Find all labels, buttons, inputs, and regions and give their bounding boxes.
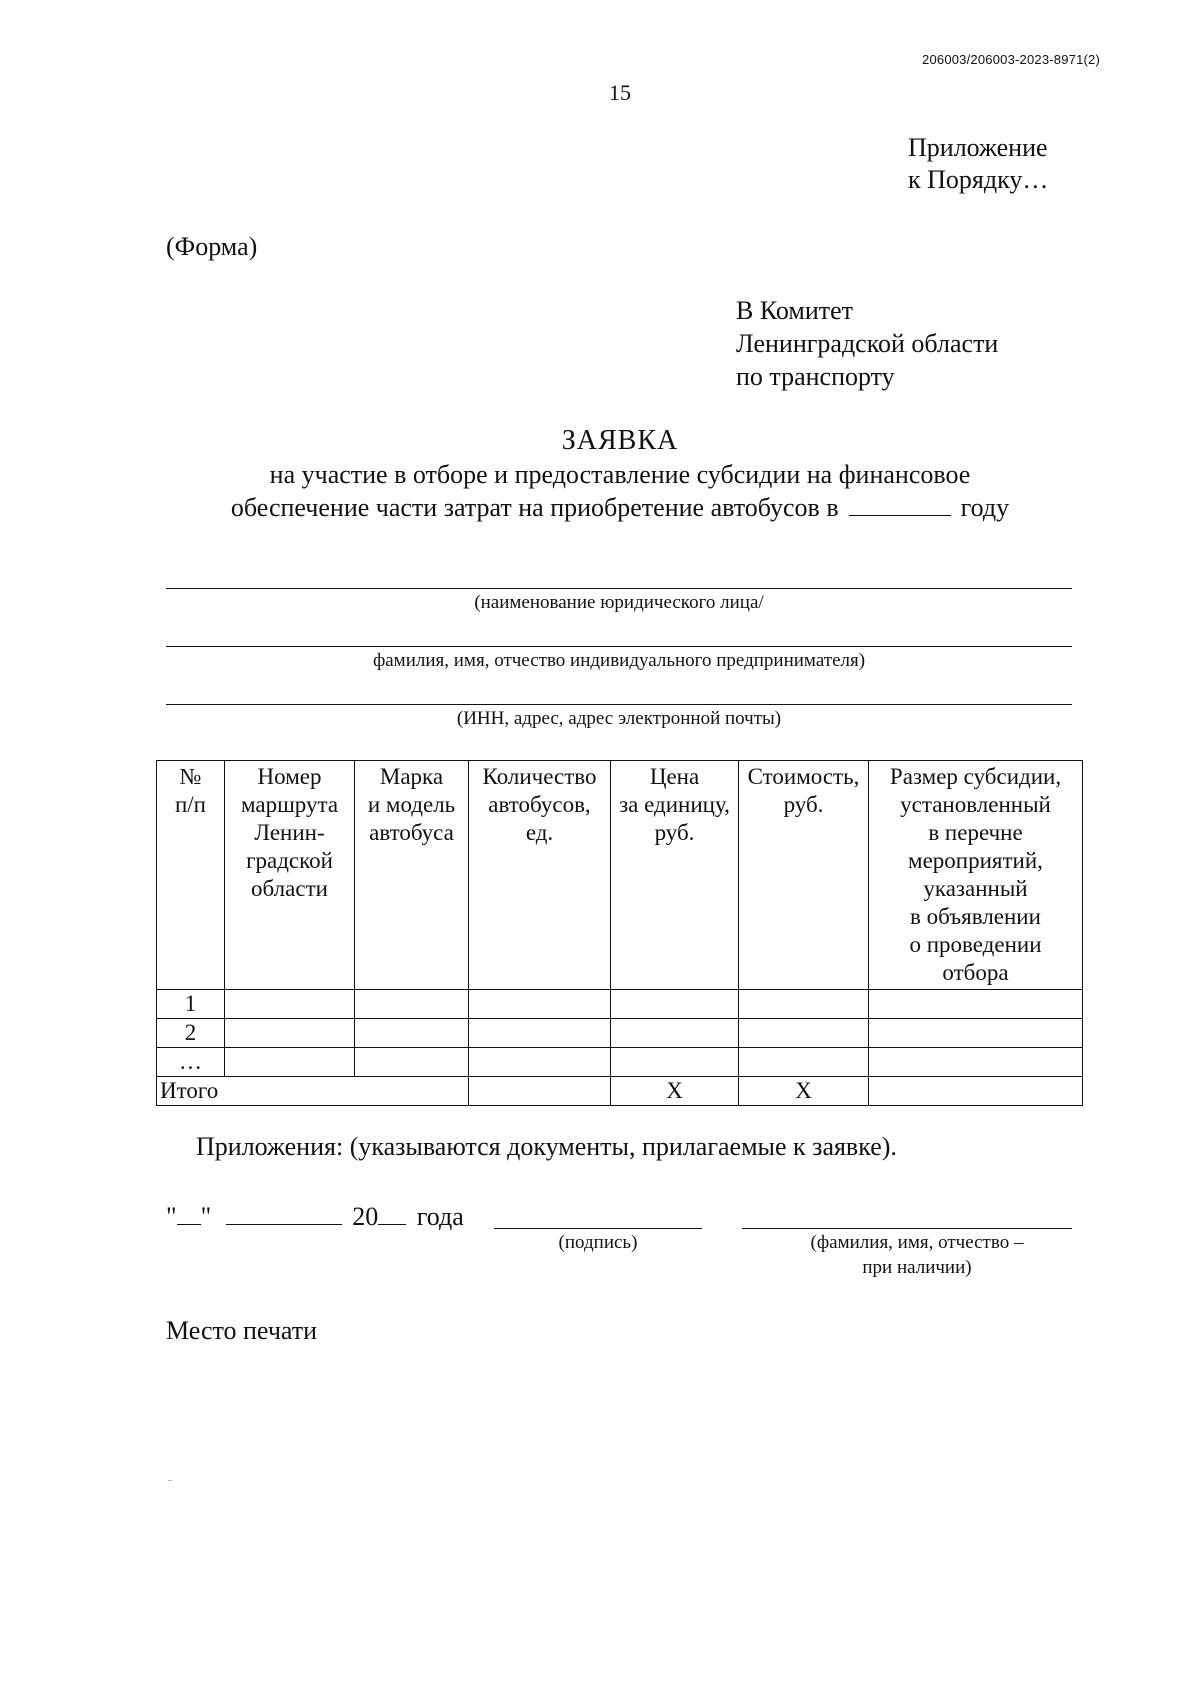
year-suffix-blank-field[interactable] [378,1198,406,1225]
addressee-line-2: Ленинградской области [736,329,999,358]
applicant-fio-caption: фамилия, имя, отчество индивидуального предпринимателя) [372,650,866,671]
addressee-block [736,294,998,393]
row-number: 1 [157,990,225,1019]
year-word: года [416,1202,464,1231]
header-cost: Стоимость, руб. [739,761,869,990]
cell-cost[interactable] [739,990,869,1019]
cell-quantity[interactable] [469,1048,611,1077]
applicant-name-line[interactable] [166,588,1072,589]
name-caption [762,1230,1072,1280]
cell-model[interactable] [355,1019,469,1048]
title-subtitle-line-2 [120,491,1120,524]
cell-route[interactable] [225,990,355,1019]
bus-purchase-table [156,760,1083,1106]
header-route: Номер маршрута Ленин- градской области [225,761,355,990]
cell-route[interactable] [225,1019,355,1048]
header-unit-price: Цена за единицу, руб. [611,761,739,990]
cell-quantity[interactable] [469,1019,611,1048]
scan-mark [168,1480,172,1481]
table-row [157,990,1083,1019]
signature-line[interactable] [494,1228,702,1229]
applicant-fio-line[interactable] [166,646,1072,647]
header-subsidy: Размер субсидии, установленный в перечне мероприятий, указанный в объявлении о проведении отбора [869,761,1083,990]
title-subtitle-before-blank: обеспечение части затрат на приобретение автобусов в [230,493,839,522]
row-number: … [157,1048,225,1077]
date-quote-open: " [166,1202,177,1231]
stamp-place-label: Место печати [166,1316,318,1345]
year-blank-field[interactable] [849,491,951,516]
addressee-line-1: В Комитет [736,296,854,325]
cell-subsidy[interactable] [869,1048,1083,1077]
table-header-row [157,761,1083,990]
title-subtitle-after-blank: году [960,493,1010,522]
cell-unit-price[interactable] [611,990,739,1019]
total-price-x: Х [611,1077,739,1106]
year-prefix: 20 [352,1202,379,1231]
header-number: № п/п [157,761,225,990]
day-blank-field[interactable] [177,1198,201,1225]
date-signature-row [166,1198,464,1232]
applicant-inn-line[interactable] [166,704,1072,705]
document-title [120,424,1120,524]
cell-cost[interactable] [739,1019,869,1048]
appendix-line-1: Приложение [908,133,1048,162]
name-line[interactable] [742,1228,1072,1229]
cell-quantity[interactable] [469,990,611,1019]
page-number: 15 [609,80,631,105]
appendix-line-2: к Порядку… [908,165,1049,194]
total-cost-x: Х [739,1077,869,1106]
total-label: Итого [157,1077,469,1106]
cell-unit-price[interactable] [611,1019,739,1048]
month-blank-field[interactable] [226,1198,342,1225]
row-number: 2 [157,1019,225,1048]
name-caption-line-2: при наличии) [862,1257,972,1278]
applicant-name-caption: (наименование юридического лица/ [474,592,764,613]
date-quote-close: " [200,1202,212,1231]
header-quantity: Количество автобусов, ед. [469,761,611,990]
cell-subsidy[interactable] [869,990,1083,1019]
cell-subsidy[interactable] [869,1019,1083,1048]
cell-unit-price[interactable] [611,1048,739,1077]
applicant-inn-caption: (ИНН, адрес, адрес электронной почты) [456,708,782,729]
cell-cost[interactable] [739,1048,869,1077]
form-label: (Форма) [166,232,258,261]
cell-route[interactable] [225,1048,355,1077]
attachments-note: Приложения: (указываются документы, прилагаемые к заявке). [196,1132,897,1161]
document-id: 206003/206003-2023-8971(2) [922,52,1100,67]
title-subtitle-line-1: на участие в отборе и предоставление субсидии на финансовое [269,460,971,489]
name-caption-line-1: (фамилия, имя, отчество – [810,1232,1024,1253]
title-main: ЗАЯВКА [561,425,679,456]
cell-model[interactable] [355,1048,469,1077]
addressee-line-3: по транспорту [736,362,895,391]
table-row [157,1019,1083,1048]
cell-model[interactable] [355,990,469,1019]
header-model: Марка и модель автобуса [355,761,469,990]
table-row [157,1048,1083,1077]
signature-caption: (подпись) [558,1232,638,1253]
table-total-row [157,1077,1083,1106]
total-quantity[interactable] [469,1077,611,1106]
appendix-note [908,132,1048,196]
total-subsidy[interactable] [869,1077,1083,1106]
